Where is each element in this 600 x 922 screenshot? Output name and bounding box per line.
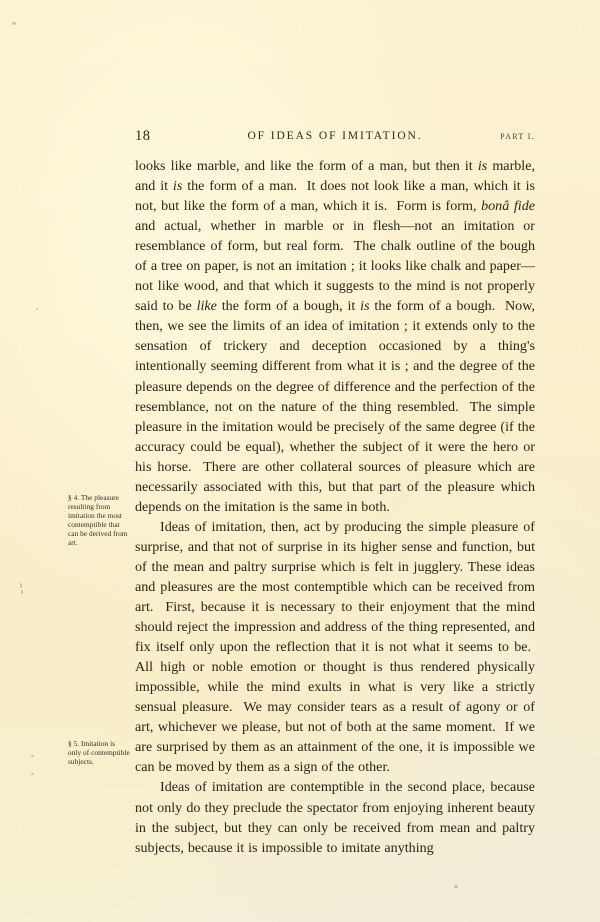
paragraph: looks like marble, and like the form of a man, but then it is marble, and it is the form of a man. It does not look like a man, which it is not, but like the form of a man, which it is. Form is form, bonâ fide and actual, whether in marble or in flesh—not an imitation or resemblance of form, but real form. The chalk outline of the bough of a tree on paper, is not an imitation ; it looks like chalk and paper—not like wood, and that which it suggests to the mind is not properly said to be like the form of a bough, it is the form of a bough. Now, then, we see the limits of an idea of imitation ; it extends only to the sensation of trickery and deception occasioned by a thing's intentionally seeming different from what it is ; and the degree of the pleasure depends on the degree of difference and the perfection of the resemblance, not on the nature of the thing resembled. The simple pleasure in the imitation would be precisely of the same degree (if the accuracy could be equal), whether the subject of it were the hero or his horse. There are other collateral sources of pleasure which are necessarily associated with this, but that part of the pleasure which depends on the imitation is the same in both.	[135, 158, 536, 515]
scan-speck	[31, 773, 34, 775]
scan-speck	[21, 590, 23, 594]
scan-speck	[454, 885, 458, 888]
scan-speck	[36, 308, 38, 310]
body-text-block	[135, 156, 535, 858]
paragraph: Ideas of imitation, then, act by producing the simple pleasure of surprise, and that not of surprise in its higher sense and function, but of the mean and paltry surprise which is felt in jugglery. These ideas and pleasures are the most contemptible which can be received from art. First, because it is necessary to their enjoyment that the mind should reject the impression and address of the thing represented, and fix itself only upon the reflection that it is not what it seems to be. All high or noble emotion or thought is thus rendered physically impossible, while the mind exults in what is very like a strictly sensual pleasure. We may consider tears as a result of agony or of art, whichever we please, but not of both at the same moment. If we are surprised by them as an attainment of the one, it is impossible we can be moved by them as a sign of the other.	[135, 518, 535, 776]
page-number: 18	[135, 128, 151, 144]
scan-speck	[31, 755, 34, 757]
marginal-note-section-5: § 5. Imitation is only of contemptible subjects.	[68, 739, 130, 767]
marginal-note-section-4: § 4. The pleasure resulting from imitation the most contemptible that can be derived from art.	[68, 493, 128, 548]
scan-speck	[12, 22, 16, 25]
running-head-title: OF IDEAS OF IMITATION.	[247, 130, 423, 142]
running-head	[135, 128, 535, 148]
running-head-part: PART I.	[500, 132, 535, 141]
scan-speck	[20, 583, 22, 588]
paragraph: Ideas of imitation are contemptible in the second place, because not only do they preclude the spectator from enjoying inherent beauty in the subject, but they can only be received from mean and paltry subjects, because it is impossible to imitate anything	[135, 779, 535, 856]
